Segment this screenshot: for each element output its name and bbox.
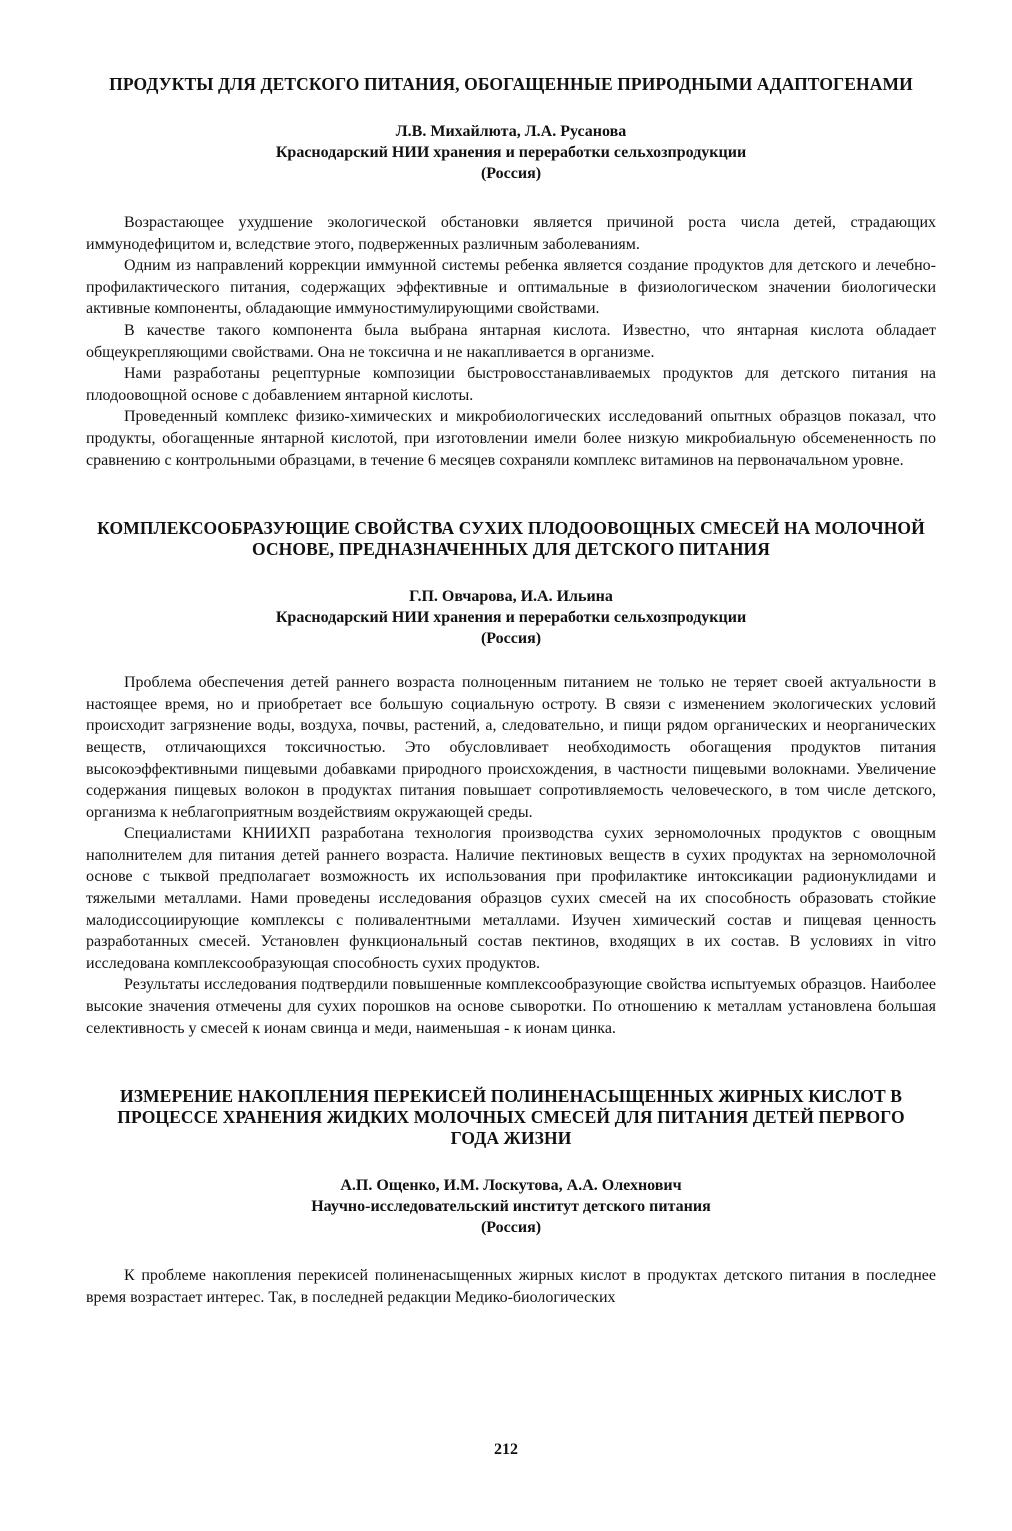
article-3 xyxy=(86,1086,936,1308)
paragraph: Возрастающее ухудшение экологической обстановки является причиной роста числа детей, страдающих иммунодефицитом и, вследствие этого, подверженных различным заболеваниям. xyxy=(86,214,936,253)
article-authors: А.П. Ощенко, И.М. Лоскутова, А.А. Олехнович xyxy=(340,1177,682,1195)
article-authors: Л.В. Михайлюта, Л.А. Русанова xyxy=(395,123,627,140)
article-body xyxy=(86,212,936,471)
paragraph: Одним из направлений коррекции иммунной системы ребенка является создание продуктов для детского и лечебно-профилактического питания, содержащих эффективные и оптимальные в физиологическом значении биологически активные компоненты, обладающие иммуностимулирующими свойствами. xyxy=(86,257,936,318)
article-authors: Г.П. Овчарова, И.А. Ильина xyxy=(409,588,613,606)
article-institution: Краснодарский НИИ хранения и переработки сельхозпродукции xyxy=(275,609,747,627)
paragraph: Результаты исследования подтвердили повышенные комплексообразующие свойства испытуемых образцов. Наиболее высокие значения отмечены для сухих порошков на основе сыворотки. По отношению к металлам установлена большая селективность у смесей к ионам свинца и меди, наименьшая - к ионам цинка. xyxy=(86,976,936,1037)
article-1 xyxy=(86,74,936,471)
article-body xyxy=(86,1265,936,1308)
paragraph: Проведенный комплекс физико-химических и микробиологических исследований опытных образцов показал, что продукты, обогащенные янтарной кислотой, при изготовлении имели более низкую микробиальную обсемененность по сравнению с контрольными образцами, в течение 6 месяцев сохраняли комплекс витаминов на первоначальном уровне. xyxy=(86,408,936,469)
page-number: 212 xyxy=(494,1441,518,1458)
paragraph: К проблеме накопления перекисей полиненасыщенных жирных кислот в продуктах детского питания в последнее время возрастает интерес. Так, в последней редакции Медико-биологических xyxy=(86,1267,936,1306)
paragraph: Специалистами КНИИХП разработана технология производства сухих зерномолочных продуктов с овощным наполнителем для питания детей раннего возраста. Наличие пектиновых веществ в сухих продуктах на зерномолочной основе с тыквой предполагает возможность их использования при профилактике интоксикации радионуклидами и тяжелыми металлами. Нами проведены исследования образцов сухих смесей на их способность образовать стойкие малодиссоциирующие комплексы с поливалентными металлами. Изучен химический состав и пищевая ценность разработанных смесей. Установлен функциональный состав пектинов, входящих в их состав. В условиях in vitro исследована комплексообразующая способность сухих продуктов. xyxy=(86,825,936,972)
paragraph: В качестве такого компонента была выбрана янтарная кислота. Известно, что янтарная кислота обладает общеукрепляющими свойствами. Она не токсична и не накапливается в организме. xyxy=(86,321,936,361)
article-country: (Россия) xyxy=(480,165,542,182)
article-title: КОМПЛЕКСООБРАЗУЮЩИЕ СВОЙСТВА СУХИХ ПЛОДООВОЩНЫХ СМЕСЕЙ НА МОЛОЧНОЙ ОСНОВЕ, ПРЕДНАЗНАЧЕННЫХ ДЛЯ ДЕТСКОГО ПИТАНИЯ xyxy=(97,518,925,560)
article-institution: Краснодарский НИИ хранения и переработки сельхозпродукции xyxy=(275,144,747,161)
article-country: (Россия) xyxy=(480,630,542,648)
article-title: ИЗМЕРЕНИЕ НАКОПЛЕНИЯ ПЕРЕКИСЕЙ ПОЛИНЕНАСЫЩЕННЫХ ЖИРНЫХ КИСЛОТ В ПРОЦЕССЕ ХРАНЕНИЯ ЖИДКИХ МОЛОЧНЫХ СМЕСЕЙ ДЛЯ ПИТАНИЯ ДЕТЕЙ ПЕРВОГО ГОДА ЖИЗНИ xyxy=(117,1086,905,1149)
article-2 xyxy=(86,518,936,1039)
article-institution: Научно-исследовательский институт детского питания xyxy=(311,1198,711,1216)
paragraph: Нами разработаны рецептурные композиции быстровосстанавливаемых продуктов для детского питания на плодоовощной основе с добавлением янтарной кислоты. xyxy=(86,365,936,404)
article-title: ПРОДУКТЫ ДЛЯ ДЕТСКОГО ПИТАНИЯ, ОБОГАЩЕННЫЕ ПРИРОДНЫМИ АДАПТОГЕНАМИ xyxy=(109,74,913,94)
article-country: (Россия) xyxy=(480,1219,542,1237)
paragraph: Проблема обеспечения детей раннего возраста полноценным питанием не только не теряет своей актуальности в настоящее время, но и приобретает все большую социальную остроту. В связи с изменением экологических условий происходит загрязнение воды, воздуха, почвы, растений, а, следовательно, и пищи рядом органических и неорганических веществ, отличающихся токсичностью. Это обусловливает необходимость обогащения продуктов питания высокоэффективными пищевыми добавками природного происхождения, в частности пищевыми волокнами. Увеличение содержания пищевых волокон в продуктах питания повышает сопротивляемость человеческого, в том числе детского, организма к неблагоприятным воздействиям окружающей среды. xyxy=(86,674,936,821)
article-body xyxy=(86,672,936,1039)
page xyxy=(86,74,936,1308)
